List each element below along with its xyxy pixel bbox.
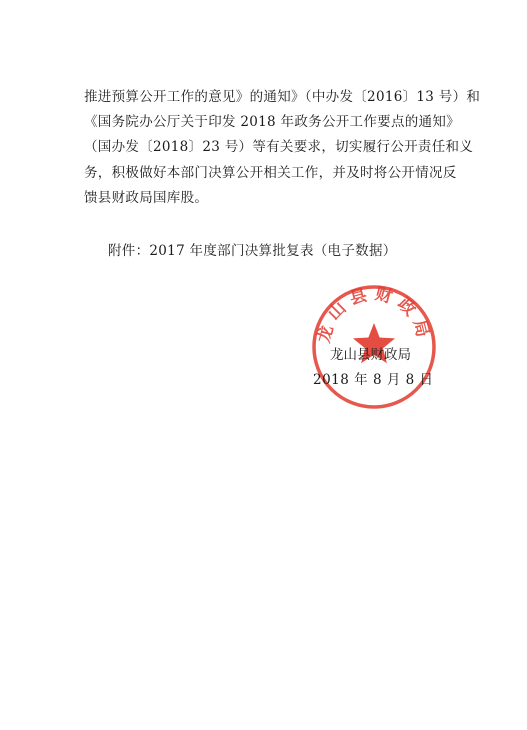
body-text-line-4: 务，积极做好本部门决算公开相关工作，并及时将公开情况反	[84, 165, 457, 181]
body-text-line-5: 馈县财政局国库股。	[84, 190, 209, 206]
seal-text: 龙山县财政局	[314, 283, 434, 345]
issue-date: 2018 年 8 月 8 日	[313, 372, 434, 388]
body-text-line-3: （国办发〔2018〕23 号）等有关要求，切实履行公开责任和义	[84, 139, 474, 155]
body-text-line-2: 《国务院办公厅关于印发 2018 年政务公开工作要点的通知》	[84, 114, 460, 130]
body-text-line-1: 推进预算公开工作的意见》的通知》（中办发〔2016〕13 号）和	[84, 89, 481, 105]
attachment-note: 附件：2017 年度部门决算批复表（电子数据）	[108, 243, 397, 259]
issuer-name: 龙山县财政局	[330, 347, 411, 363]
